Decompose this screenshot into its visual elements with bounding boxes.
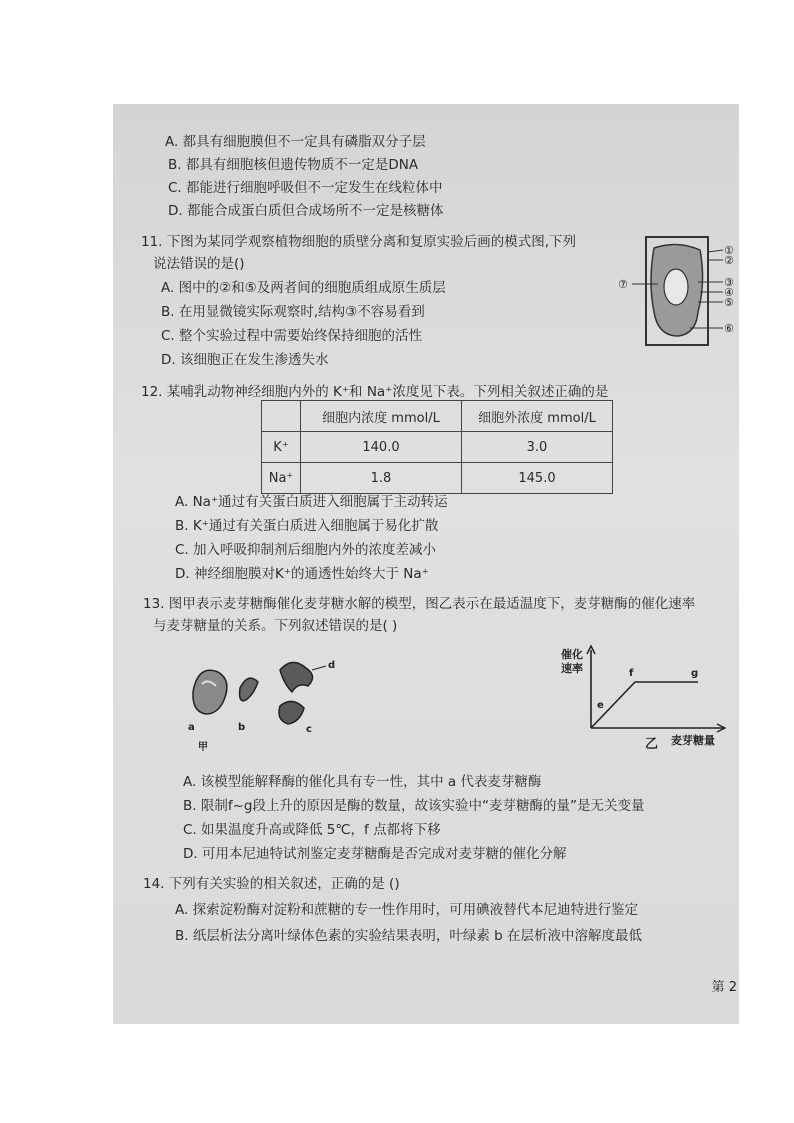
product-shape-c xyxy=(279,701,304,724)
label-7: ⑦ xyxy=(618,278,628,291)
label-3: ③ xyxy=(724,276,734,289)
q11-stem-line1: 11. 下图为某同学观察植物细胞的质壁分离和复原实验后画的模式图,下列 xyxy=(141,234,577,250)
q12-option-c: C. 加入呼吸抑制剂后细胞内外的浓度差减小 xyxy=(175,542,437,558)
q13-option-a: A. 该模型能解释酶的催化具有专一性，其中 a 代表麦芽糖酶 xyxy=(183,774,542,790)
q11-option-c: C. 整个实验过程中需要始终保持细胞的活性 xyxy=(161,328,423,344)
point-f: f xyxy=(629,668,634,679)
fig-label-d: d xyxy=(328,660,336,671)
table-cell: 145.0 xyxy=(462,463,613,494)
q14-option-b: B. 纸层析法分离叶绿体色素的实验结果表明，叶绿素 b 在层析液中溶解度最低 xyxy=(175,928,642,944)
table-header-cell: 细胞内浓度 mmol/L xyxy=(301,401,462,432)
q12-option-a: A. Na⁺通过有关蛋白质进入细胞属于主动转运 xyxy=(175,494,448,510)
label-line-1 xyxy=(708,250,723,252)
label-5: ⑤ xyxy=(724,296,734,309)
table-header-cell: 细胞外浓度 mmol/L xyxy=(462,401,613,432)
y-label-2: 速率 xyxy=(561,662,583,675)
q14-option-a: A. 探索淀粉酶对淀粉和蔗糖的专一性作用时，可用碘液替代本尼迪特进行鉴定 xyxy=(175,902,639,918)
label-4: ④ xyxy=(724,286,734,299)
rate-graph-figure xyxy=(553,644,728,754)
vacuole-shape xyxy=(664,269,688,305)
product-shape-d xyxy=(280,662,313,692)
page-number: 第 2 xyxy=(711,980,737,995)
enzyme-shape-a xyxy=(193,670,227,714)
q12-option-d: D. 神经细胞膜对K⁺的通透性始终大于 Na⁺ xyxy=(175,566,429,582)
rate-curve xyxy=(591,682,698,728)
fig-caption-yi: 乙 xyxy=(645,737,659,752)
q11-option-d: D. 该细胞正在发生渗透失水 xyxy=(161,352,329,368)
fig-caption-jia: 甲 xyxy=(198,742,208,753)
label-6: ⑥ xyxy=(724,322,734,335)
q13-option-b: B. 限制f~g段上升的原因是酶的数量，故该实验中“麦芽糖酶的量”是无关变量 xyxy=(183,798,645,814)
fig-label-c: c xyxy=(306,724,312,735)
point-e: e xyxy=(597,700,604,711)
fig-label-b: b xyxy=(238,722,246,733)
q13-option-c: C. 如果温度升高或降低 5℃，f 点都将下移 xyxy=(183,822,441,838)
q12-option-b: B. K⁺通过有关蛋白质进入细胞属于易化扩散 xyxy=(175,518,439,534)
label-line-d xyxy=(312,666,326,670)
table-header-row xyxy=(262,401,613,432)
q13-stem-line1: 13. 图甲表示麦芽糖酶催化麦芽糖水解的模型，图乙表示在最适温度下，麦芽糖酶的催化速率 xyxy=(143,596,696,612)
q14-stem: 14. 下列有关实验的相关叙述，正确的是 () xyxy=(143,876,400,892)
q13-option-d: D. 可用本尼迪特试剂鉴定麦芽糖酶是否完成对麦芽糖的催化分解 xyxy=(183,846,567,862)
q11-option-a: A. 图中的②和⑤及两者间的细胞质组成原生质层 xyxy=(161,280,446,296)
table-row xyxy=(262,463,613,494)
label-1: ① xyxy=(724,244,734,257)
enzyme-model-figure xyxy=(188,652,338,752)
table-header-cell xyxy=(262,401,301,432)
table-cell: 3.0 xyxy=(462,432,613,463)
q10-option-a: A. 都具有细胞膜但不一定具有磷脂双分子层 xyxy=(165,134,426,150)
q12-stem: 12. 某哺乳动物神经细胞内外的 K⁺和 Na⁺浓度见下表。下列相关叙述正确的是 xyxy=(141,384,609,400)
q11-stem-line2: 说法错误的是() xyxy=(153,256,245,272)
substrate-shape-b xyxy=(240,678,258,701)
q10-option-d: D. 都能合成蛋白质但合成场所不一定是核糖体 xyxy=(168,203,444,219)
exam-paper-photo xyxy=(113,104,739,1024)
plant-cell-diagram xyxy=(618,232,733,357)
q10-option-c: C. 都能进行细胞呼吸但不一定发生在线粒体中 xyxy=(168,180,443,196)
table-cell: K⁺ xyxy=(262,432,301,463)
table-cell: Na⁺ xyxy=(262,463,301,494)
point-g: g xyxy=(691,668,699,679)
table-cell: 140.0 xyxy=(301,432,462,463)
table-cell: 1.8 xyxy=(301,463,462,494)
q11-option-b: B. 在用显微镜实际观察时,结构③不容易看到 xyxy=(161,304,425,320)
q10-option-b: B. 都具有细胞核但遗传物质不一定是DNA xyxy=(168,157,419,173)
x-label: 麦芽糖量 xyxy=(671,734,715,747)
label-2: ② xyxy=(724,254,734,267)
fig-label-a: a xyxy=(188,722,195,733)
concentration-table xyxy=(261,400,613,494)
q13-stem-line2: 与麦芽糖量的关系。下列叙述错误的是( ) xyxy=(153,618,398,634)
table-row xyxy=(262,432,613,463)
y-label-1: 催化 xyxy=(561,648,583,661)
